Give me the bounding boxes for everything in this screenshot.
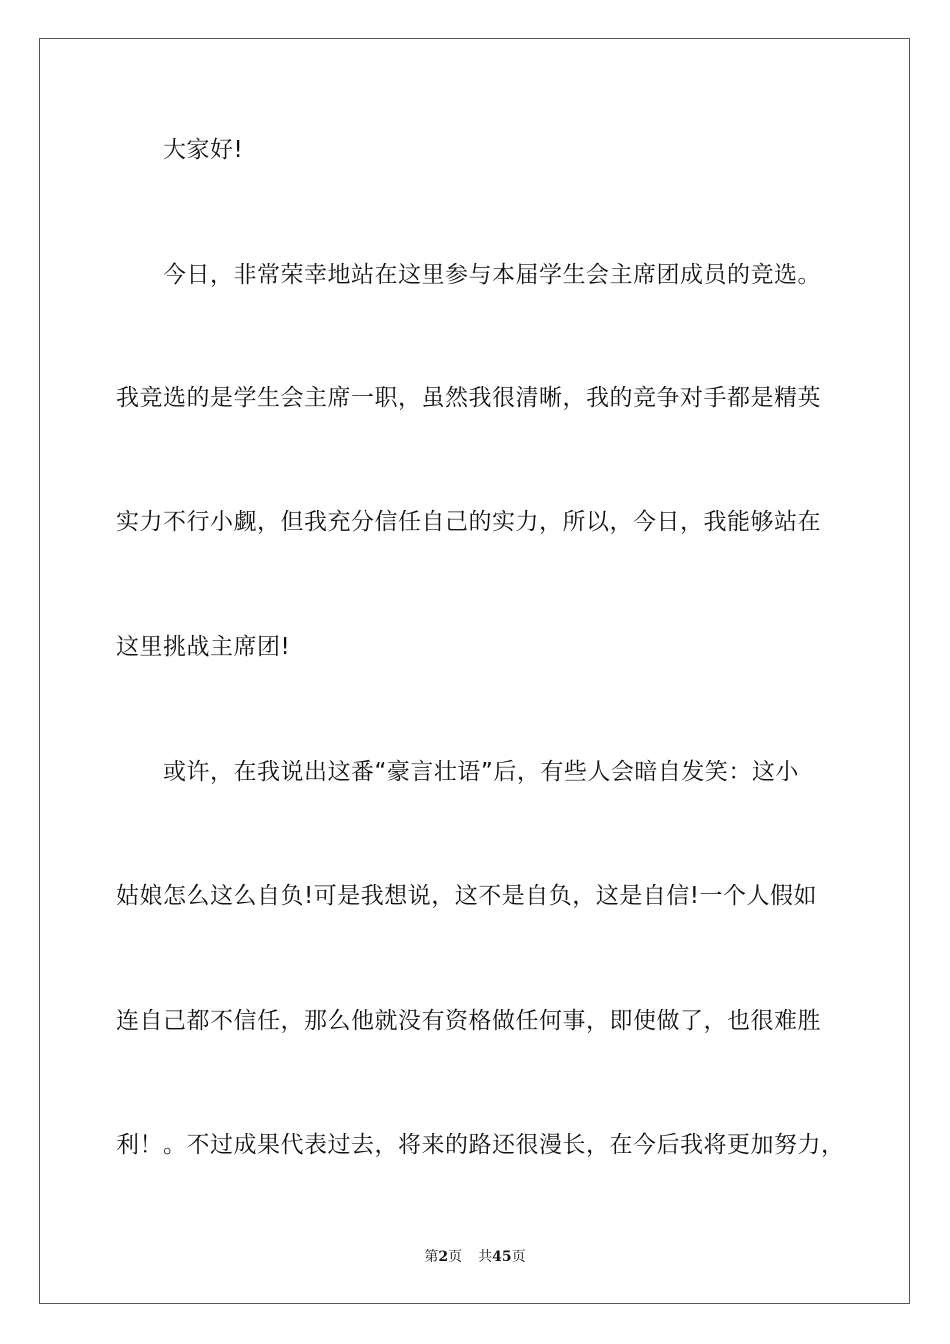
text-line: 我竞选的是学生会主席一职，虽然我很清晰，我的竞争对手都是精英	[116, 385, 821, 411]
paragraph-line	[0, 879, 950, 913]
text-line: 大家好!	[163, 137, 244, 163]
paragraph-line	[0, 630, 950, 664]
paragraph-line	[0, 1004, 950, 1038]
paragraph-line	[0, 505, 950, 539]
total-label-prefix: 共	[478, 1249, 493, 1265]
total-label-suffix: 页	[511, 1249, 526, 1265]
text-line: 这里挑战主席团!	[116, 634, 291, 660]
text-line: 姑娘怎么这么自负!可是我想说，这不是自负，这是自信!一个人假如	[116, 883, 817, 909]
paragraph-line	[0, 381, 950, 415]
page-label-suffix: 页	[448, 1249, 463, 1265]
page-border	[39, 38, 910, 1304]
paragraph-line	[0, 755, 950, 789]
page-number: 2	[438, 1249, 449, 1265]
text-line: 今日，非常荣幸地站在这里参与本届学生会主席团成员的竞选。	[163, 262, 821, 288]
text-line: 实力不行小觑，但我充分信任自己的实力，所以，今日，我能够站在	[116, 509, 821, 535]
paragraph-line-greeting	[0, 133, 950, 167]
page-footer	[0, 1248, 950, 1266]
text-line: 连自己都不信任，那么他就没有资格做任何事，即使做了，也很难胜	[116, 1008, 821, 1034]
total-pages: 45	[492, 1249, 512, 1265]
paragraph-line	[0, 1128, 950, 1162]
paragraph-line	[0, 258, 950, 292]
text-line: 利！。不过成果代表过去，将来的路还很漫长，在今后我将更加努力，	[116, 1132, 845, 1158]
page-label-prefix: 第	[424, 1249, 439, 1265]
text-line: 或许，在我说出这番“豪言壮语”后，有些人会暗自发笑：这小	[163, 759, 799, 785]
